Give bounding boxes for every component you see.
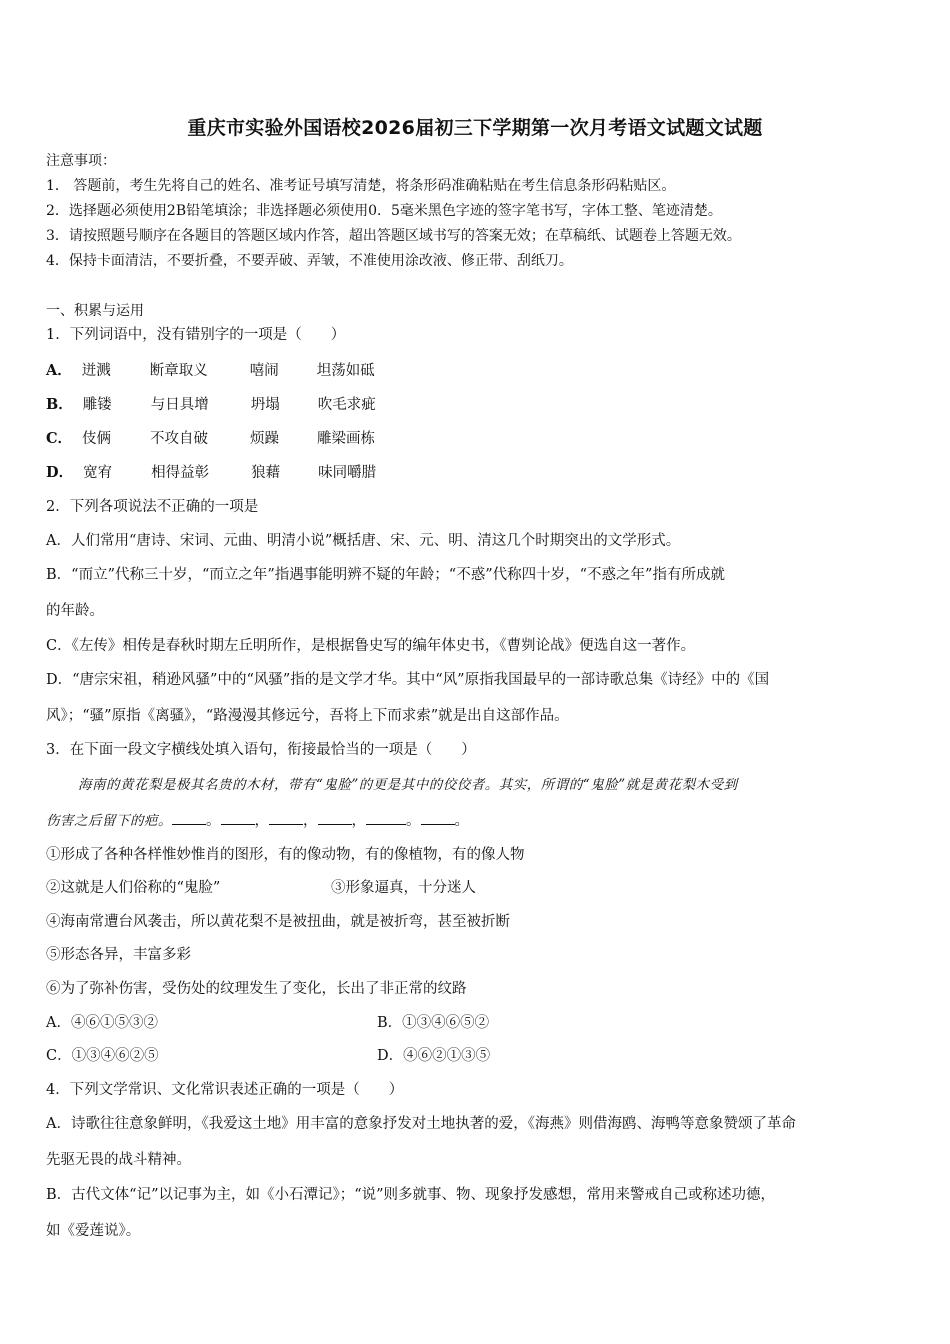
q1-stem: 1．下列词语中，没有错别字的一项是（ ） <box>46 327 346 343</box>
passage-text: 伤害之后留下的疤。 <box>46 813 172 829</box>
notice-heading: 注意事项： <box>46 153 116 169</box>
option-word: 伎俩 <box>82 431 112 447</box>
q3-sentence-1: ①形成了各种各样惟妙惟肖的图形，有的像动物，有的像植物，有的像人物 <box>46 847 525 863</box>
blank-sep: 。 <box>406 813 421 829</box>
notice-item-1: 1． 答题前，考生先将自己的姓名、准考证号填写清楚，将条形码准确粘贴在考生信息条形码粘贴区。 <box>46 178 676 194</box>
blank-sep: 。 <box>206 813 221 829</box>
option-word: 不攻自破 <box>150 431 209 447</box>
option-word: 坦荡如砥 <box>316 363 375 379</box>
q3-passage-line2 <box>46 811 469 831</box>
option-label: A． <box>46 362 72 379</box>
option-word: 雕梁画栋 <box>317 431 376 447</box>
q4-option-b-line1: B．古代文体“记”以记事为主，如《小石潭记》；“说”则多就事、物、现象抒发感想，常用来警戒自己或称述功德， <box>46 1187 776 1203</box>
q3-sentence-5: ⑤形态各异，丰富多彩 <box>46 947 191 963</box>
option-word: 嘻闹 <box>249 363 279 379</box>
q3-sentence-4: ④海南常遭台风袭击，所以黄花梨不是被扭曲，就是被折弯，甚至被折断 <box>46 914 510 930</box>
q3-option-c: C．①③④⑥②⑤ <box>46 1048 159 1064</box>
blank-sep: ， <box>303 813 318 829</box>
q2-option-a: A．人们常用“唐诗、宋词、元曲、明清小说”概括唐、宋、元、明、清这几个时期突出的文学形式。 <box>46 533 681 549</box>
fill-blank <box>221 812 255 825</box>
q1-option-b <box>46 395 376 415</box>
q1-option-a <box>46 361 375 381</box>
section-heading: 一、积累与运用 <box>46 303 144 319</box>
blank-sep: ， <box>351 813 366 829</box>
q3-passage-line1: 海南的黄花梨是极其名贵的木材，带有“鬼脸”的更是其中的佼佼者。其实，所谓的“鬼脸”就是黄花梨木受到 <box>78 777 738 793</box>
fill-blank <box>172 812 206 825</box>
option-word: 雕镂 <box>82 397 112 413</box>
q3-sentence-2: ②这就是人们俗称的“鬼脸” <box>46 880 221 896</box>
q3-option-d: D．④⑥②①③⑤ <box>377 1048 491 1064</box>
option-word: 宽宥 <box>83 465 113 481</box>
option-word: 断章取义 <box>149 363 208 379</box>
q3-option-b: B．①③④⑥⑤② <box>377 1015 490 1031</box>
fill-blank <box>421 812 455 825</box>
q1-option-c <box>46 429 375 449</box>
option-word: 烦躁 <box>250 431 280 447</box>
notice-item-2: 2．选择题必须使用2B铅笔填涂；非选择题必须使用0．5毫米黑色字迹的签字笔书写，字体工整、笔迹清楚。 <box>46 203 722 219</box>
option-label: D． <box>46 464 74 481</box>
q4-option-a-line1: A．诗歌往往意象鲜明，《我爱这土地》用丰富的意象抒发对土地执著的爱，《海燕》则借海鸥、海鸭等意象赞颂了革命 <box>46 1116 796 1132</box>
option-label: B． <box>46 396 73 413</box>
option-word: 坍塌 <box>250 397 280 413</box>
q2-stem: 2．下列各项说法不正确的一项是 <box>46 499 259 515</box>
q4-stem: 4．下列文学常识、文化常识表述正确的一项是（ ） <box>46 1082 404 1098</box>
notice-item-3: 3．请按照题号顺序在各题目的答题区域内作答，超出答题区域书写的答案无效；在草稿纸、试题卷上答题无效。 <box>46 228 741 244</box>
fill-blank <box>366 812 406 825</box>
fill-blank <box>318 812 352 825</box>
option-word: 与日具增 <box>150 397 209 413</box>
option-word: 味同嚼腊 <box>318 465 377 481</box>
q2-option-d-line2: 风》；“骚”原指《离骚》，“路漫漫其修远兮，吾将上下而求索”就是出自这部作品。 <box>46 708 569 724</box>
fill-blank <box>269 812 303 825</box>
q2-option-b-line1: B．“而立”代称三十岁，“而立之年”指遇事能明辨不疑的年龄；“不惑”代称四十岁，“不惑之年”指有所成就 <box>46 567 725 583</box>
option-word: 狼藉 <box>251 465 281 481</box>
blank-sep: 。 <box>454 813 469 829</box>
notice-item-4: 4．保持卡面清洁，不要折叠，不要弄破、弄皱，不准使用涂改液、修正带、刮纸刀。 <box>46 253 573 269</box>
q2-option-c: C．《左传》相传是春秋时期左丘明所作，是根据鲁史写的编年体史书，《曹刿论战》便选自这一著作。 <box>46 638 696 654</box>
option-word: 相得益彰 <box>151 465 210 481</box>
q2-option-b-line2: 的年龄。 <box>46 603 104 619</box>
q3-stem: 3．在下面一段文字横线处填入语句，衔接最恰当的一项是（ ） <box>46 742 476 758</box>
q1-option-d <box>46 463 376 483</box>
option-word: 迸溅 <box>81 363 111 379</box>
page-title: 重庆市实验外国语校2026届初三下学期第一次月考语文试题文试题 <box>187 117 763 139</box>
option-word: 吹毛求疵 <box>317 397 376 413</box>
blank-sep: ， <box>254 813 269 829</box>
q3-sentence-3: ③形象逼真，十分迷人 <box>331 880 476 896</box>
q3-sentence-6: ⑥为了弥补伤害，受伤处的纹理发生了变化，长出了非正常的纹路 <box>46 981 467 997</box>
q4-option-a-line2: 先驱无畏的战斗精神。 <box>46 1152 191 1168</box>
option-label: C． <box>46 430 73 447</box>
q2-option-d-line1: D．“唐宗宋祖，稍逊风骚”中的“风骚”指的是文学才华。其中“风”原指我国最早的一部诗歌总集《诗经》中的《国 <box>46 672 770 688</box>
q4-option-b-line2: 如《爱莲说》。 <box>46 1223 141 1239</box>
q3-option-a: A．④⑥①⑤③② <box>46 1015 158 1031</box>
